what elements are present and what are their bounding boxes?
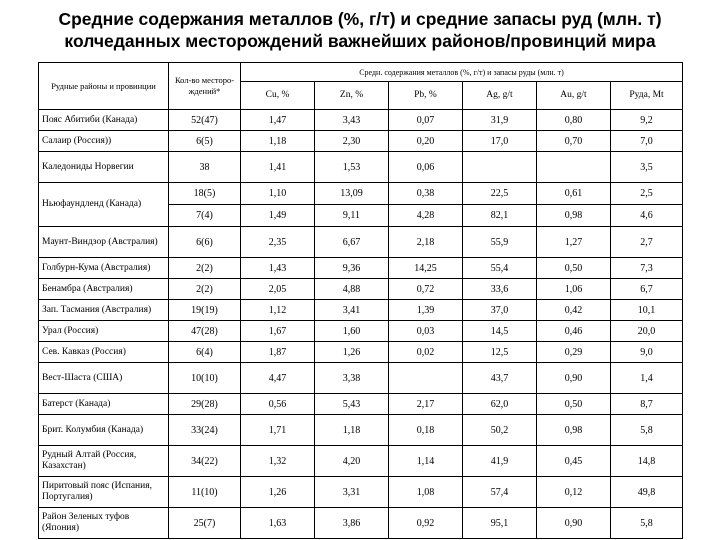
pb-value: 0,72 <box>389 279 463 300</box>
ag-value: 17,0 <box>463 131 537 152</box>
table-row <box>39 110 683 131</box>
header-zn: Zn, % <box>315 82 389 110</box>
cu-value: 2,05 <box>241 279 315 300</box>
ag-value: 57,4 <box>463 477 537 508</box>
ag-value: 55,9 <box>463 227 537 258</box>
deposit-count: 47(28) <box>169 321 241 342</box>
region-name: Пояс Абитиби (Канада) <box>39 110 169 131</box>
cu-value: 1,18 <box>241 131 315 152</box>
table-row <box>39 300 683 321</box>
table-title <box>0 8 720 52</box>
au-value: 0,90 <box>537 508 611 539</box>
ag-value: 14,5 <box>463 321 537 342</box>
pb-value: 0,06 <box>389 152 463 183</box>
cu-value: 1,10 <box>241 183 315 205</box>
deposit-count: 19(19) <box>169 300 241 321</box>
table-row <box>39 258 683 279</box>
ore-value: 6,7 <box>611 279 683 300</box>
zn-value: 3,31 <box>315 477 389 508</box>
ag-value: 37,0 <box>463 300 537 321</box>
au-value <box>537 152 611 183</box>
au-value: 0,29 <box>537 342 611 363</box>
deposit-count: 29(28) <box>169 394 241 415</box>
ore-value: 1,4 <box>611 363 683 394</box>
cu-value: 4,47 <box>241 363 315 394</box>
region-name: Район Зеленых туфов (Япония) <box>39 508 169 539</box>
ore-value: 4,6 <box>611 205 683 227</box>
au-value: 0,70 <box>537 131 611 152</box>
header-au: Au, g/t <box>537 82 611 110</box>
region-name: Маунт-Виндзор (Австралия) <box>39 227 169 258</box>
table-row <box>39 415 683 446</box>
region-name: Пиритовый пояс (Испания, Португалия) <box>39 477 169 508</box>
table-row <box>39 446 683 477</box>
pb-value: 0,03 <box>389 321 463 342</box>
header-ore: Руда, Mt <box>611 82 683 110</box>
header-cu: Cu, % <box>241 82 315 110</box>
region-name: Рудный Алтай (Россия, Казахстан) <box>39 446 169 477</box>
pb-value: 2,18 <box>389 227 463 258</box>
region-name: Сев. Кавказ (Россия) <box>39 342 169 363</box>
zn-value: 13,09 <box>315 183 389 205</box>
ag-value <box>463 152 537 183</box>
pb-value: 0,07 <box>389 110 463 131</box>
zn-value: 1,53 <box>315 152 389 183</box>
region-name: Салаир (Россия)) <box>39 131 169 152</box>
header-group: Средн. содержания металлов (%, г/т) и запасы руды (млн. т) <box>241 63 683 82</box>
cu-value: 2,35 <box>241 227 315 258</box>
title-line-2: колчеданных месторождений важнейших районов/провинций мира <box>64 31 656 51</box>
pb-value: 0,02 <box>389 342 463 363</box>
table-row <box>39 508 683 539</box>
ag-value: 43,7 <box>463 363 537 394</box>
cu-value: 1,87 <box>241 342 315 363</box>
deposit-count: 33(24) <box>169 415 241 446</box>
header-region: Рудные районы и провинции <box>39 63 169 110</box>
region-name: Урал (Россия) <box>39 321 169 342</box>
ore-value: 14,8 <box>611 446 683 477</box>
region-name: Ньюфаундленд (Канада) <box>39 183 169 227</box>
deposit-count: 18(5) <box>169 183 241 205</box>
table-row <box>39 279 683 300</box>
metal-grades-table <box>38 62 683 539</box>
region-name: Бенамбра (Австралия) <box>39 279 169 300</box>
pb-value: 1,39 <box>389 300 463 321</box>
deposit-count: 2(2) <box>169 279 241 300</box>
region-name: Брит. Колумбия (Канада) <box>39 415 169 446</box>
cu-value: 1,12 <box>241 300 315 321</box>
pb-value: 1,08 <box>389 477 463 508</box>
header-ag: Ag, g/t <box>463 82 537 110</box>
ore-value: 9,2 <box>611 110 683 131</box>
cu-value: 1,43 <box>241 258 315 279</box>
ag-value: 50,2 <box>463 415 537 446</box>
table-row <box>39 363 683 394</box>
region-name: Каледониды Норвегии <box>39 152 169 183</box>
pb-value: 0,18 <box>389 415 463 446</box>
deposit-count: 25(7) <box>169 508 241 539</box>
ore-value: 20,0 <box>611 321 683 342</box>
zn-value: 1,18 <box>315 415 389 446</box>
cu-value: 1,26 <box>241 477 315 508</box>
ag-value: 33,6 <box>463 279 537 300</box>
au-value: 1,06 <box>537 279 611 300</box>
deposit-count: 52(47) <box>169 110 241 131</box>
ag-value: 31,9 <box>463 110 537 131</box>
zn-value: 1,60 <box>315 321 389 342</box>
ore-value: 5,8 <box>611 508 683 539</box>
ore-value: 5,8 <box>611 415 683 446</box>
table-row <box>39 131 683 152</box>
ore-value: 8,7 <box>611 394 683 415</box>
pb-value: 0,92 <box>389 508 463 539</box>
deposit-count: 34(22) <box>169 446 241 477</box>
cu-value: 1,32 <box>241 446 315 477</box>
deposit-count: 6(6) <box>169 227 241 258</box>
ore-value: 2,7 <box>611 227 683 258</box>
au-value: 1,27 <box>537 227 611 258</box>
ag-value: 82,1 <box>463 205 537 227</box>
ag-value: 22,5 <box>463 183 537 205</box>
ore-value: 9,0 <box>611 342 683 363</box>
pb-value: 0,20 <box>389 131 463 152</box>
pb-value: 0,38 <box>389 183 463 205</box>
ag-value: 41,9 <box>463 446 537 477</box>
table-row <box>39 152 683 183</box>
region-name: Зап. Тасмания (Австралия) <box>39 300 169 321</box>
pb-value: 14,25 <box>389 258 463 279</box>
au-value: 0,50 <box>537 394 611 415</box>
zn-value: 6,67 <box>315 227 389 258</box>
zn-value: 3,38 <box>315 363 389 394</box>
zn-value: 9,36 <box>315 258 389 279</box>
ore-value: 7,0 <box>611 131 683 152</box>
cu-value: 1,41 <box>241 152 315 183</box>
au-value: 0,90 <box>537 363 611 394</box>
zn-value: 5,43 <box>315 394 389 415</box>
deposit-count: 6(5) <box>169 131 241 152</box>
au-value: 0,45 <box>537 446 611 477</box>
cu-value: 1,71 <box>241 415 315 446</box>
au-value: 0,46 <box>537 321 611 342</box>
cu-value: 1,63 <box>241 508 315 539</box>
cu-value: 1,67 <box>241 321 315 342</box>
deposit-count: 38 <box>169 152 241 183</box>
ore-value: 2,5 <box>611 183 683 205</box>
pb-value <box>389 363 463 394</box>
ore-value: 10,1 <box>611 300 683 321</box>
zn-value: 4,88 <box>315 279 389 300</box>
pb-value: 2,17 <box>389 394 463 415</box>
header-row-1 <box>39 63 683 82</box>
title-line-1: Средние содержания металлов (%, г/т) и средние запасы руд (млн. т) <box>58 9 662 29</box>
deposit-count: 6(4) <box>169 342 241 363</box>
zn-value: 3,41 <box>315 300 389 321</box>
au-value: 0,50 <box>537 258 611 279</box>
cu-value: 1,47 <box>241 110 315 131</box>
zn-value: 3,43 <box>315 110 389 131</box>
table-row <box>39 477 683 508</box>
pb-value: 4,28 <box>389 205 463 227</box>
pb-value: 1,14 <box>389 446 463 477</box>
table-row <box>39 342 683 363</box>
ag-value: 12,5 <box>463 342 537 363</box>
header-pb: Pb, % <box>389 82 463 110</box>
au-value: 0,12 <box>537 477 611 508</box>
au-value: 0,98 <box>537 205 611 227</box>
region-name: Голбурн-Кума (Австралия) <box>39 258 169 279</box>
zn-value: 4,20 <box>315 446 389 477</box>
ore-value: 3,5 <box>611 152 683 183</box>
au-value: 0,61 <box>537 183 611 205</box>
region-name: Вест-Шаста (США) <box>39 363 169 394</box>
region-name: Батерст (Канада) <box>39 394 169 415</box>
header-deposit-count: Кол-во месторо- ждений* <box>169 63 241 110</box>
zn-value: 3,86 <box>315 508 389 539</box>
cu-value: 0,56 <box>241 394 315 415</box>
deposit-count: 11(10) <box>169 477 241 508</box>
cu-value: 1,49 <box>241 205 315 227</box>
table-row <box>39 227 683 258</box>
zn-value: 2,30 <box>315 131 389 152</box>
zn-value: 1,26 <box>315 342 389 363</box>
deposit-count: 7(4) <box>169 205 241 227</box>
deposit-count: 10(10) <box>169 363 241 394</box>
au-value: 0,42 <box>537 300 611 321</box>
ag-value: 62,0 <box>463 394 537 415</box>
ag-value: 55,4 <box>463 258 537 279</box>
zn-value: 9,11 <box>315 205 389 227</box>
deposit-count: 2(2) <box>169 258 241 279</box>
au-value: 0,80 <box>537 110 611 131</box>
table-row <box>39 321 683 342</box>
ore-value: 49,8 <box>611 477 683 508</box>
table-row <box>39 183 683 205</box>
ag-value: 95,1 <box>463 508 537 539</box>
au-value: 0,98 <box>537 415 611 446</box>
ore-value: 7,3 <box>611 258 683 279</box>
table-row <box>39 394 683 415</box>
